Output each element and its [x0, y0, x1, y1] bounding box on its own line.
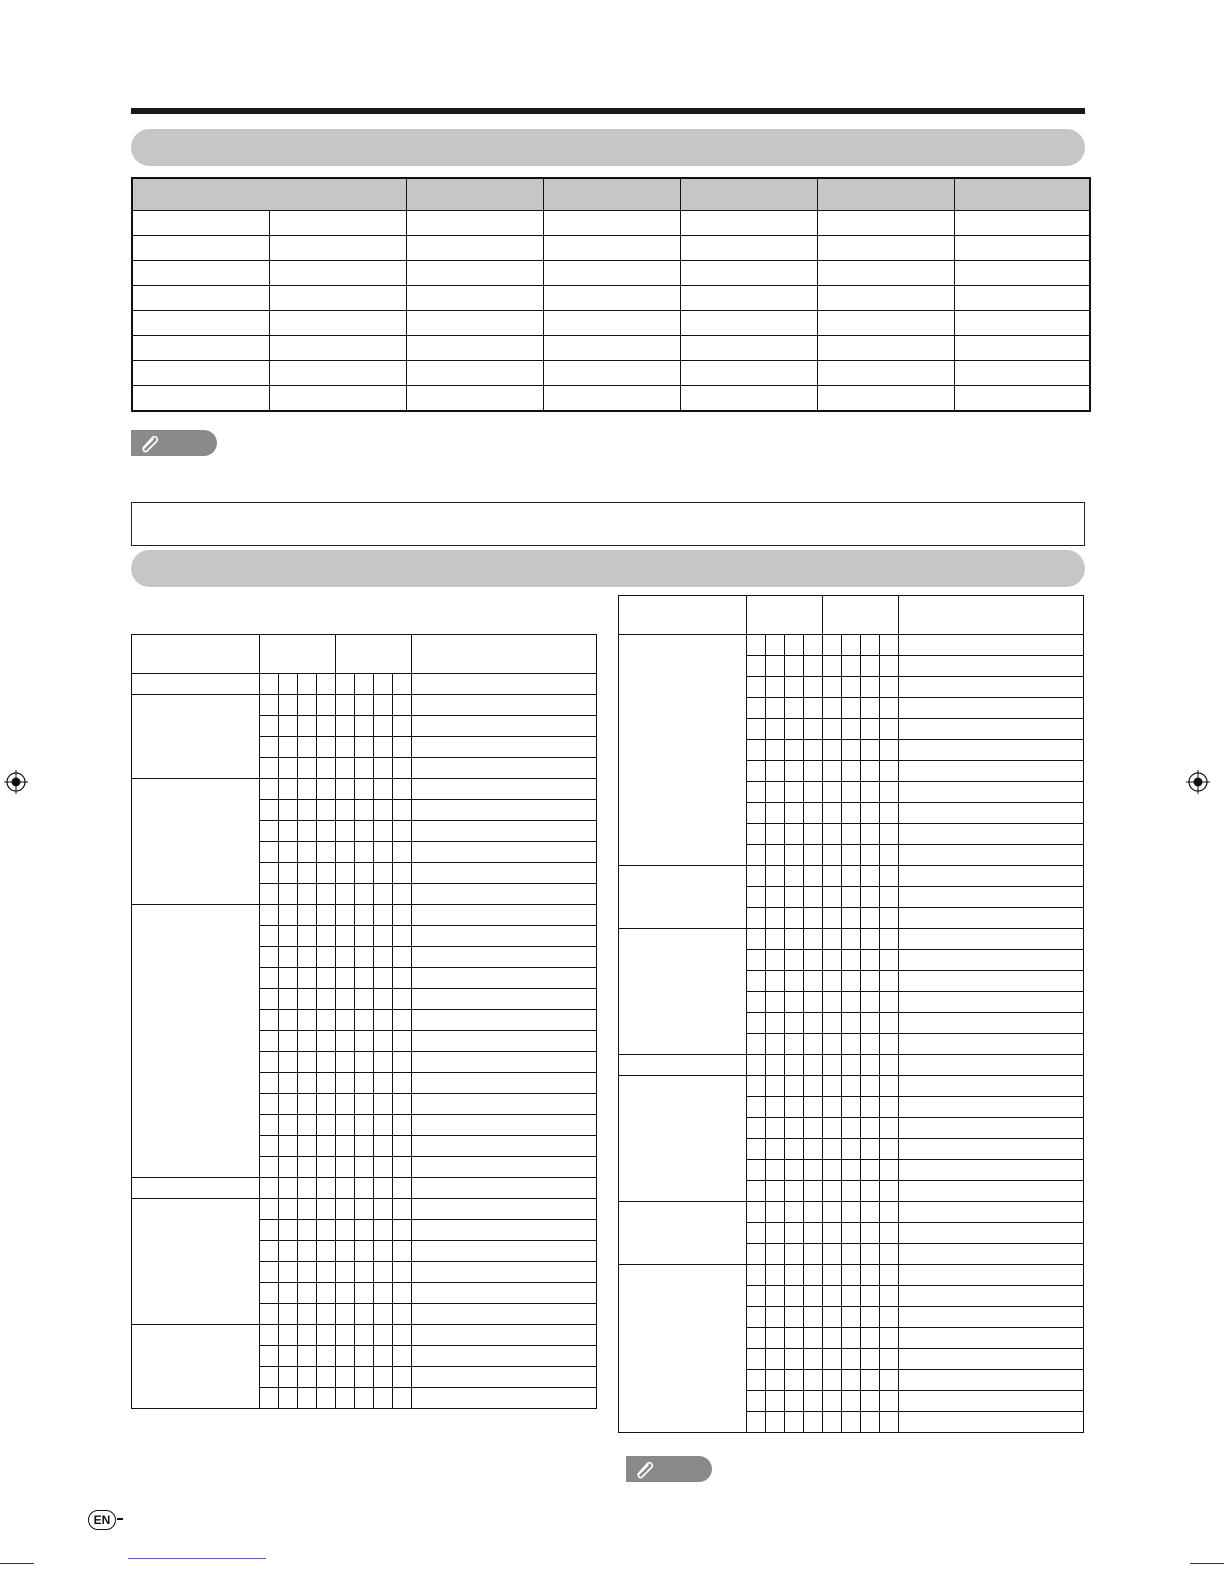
table-row — [619, 1076, 1084, 1097]
table-header-row — [619, 596, 1084, 635]
paperclip-icon — [139, 433, 161, 453]
table-row — [619, 929, 1084, 950]
framed-note-box — [131, 502, 1085, 546]
language-badge: EN — [88, 1510, 116, 1530]
spec-table — [131, 177, 1091, 412]
left-compatibility-table — [131, 634, 597, 1409]
table-row — [132, 336, 1090, 361]
crop-mark — [0, 1563, 34, 1564]
registration-mark-icon — [1186, 770, 1210, 794]
page-number-dash — [117, 1518, 123, 1520]
table-row — [132, 236, 1090, 261]
table-row — [132, 261, 1090, 286]
right-compatibility-table — [618, 595, 1084, 1433]
table-row — [132, 1325, 597, 1346]
top-rule — [131, 108, 1085, 114]
section-band-top — [131, 129, 1085, 166]
table-row — [132, 311, 1090, 336]
note-tag — [131, 430, 217, 456]
paperclip-icon — [634, 1459, 656, 1479]
table-row — [619, 1202, 1084, 1223]
footer-link-rule — [128, 1558, 266, 1559]
table-row — [619, 635, 1084, 656]
table-row — [132, 779, 597, 800]
table-row — [132, 361, 1090, 386]
table-row — [132, 905, 597, 926]
table-row — [132, 386, 1090, 412]
table-row — [619, 1055, 1084, 1076]
table-row — [619, 1265, 1084, 1286]
table-row — [132, 286, 1090, 311]
table-row — [132, 1178, 597, 1199]
table-row — [132, 211, 1090, 236]
section-band-bottom — [131, 550, 1085, 587]
registration-mark-icon — [4, 770, 28, 794]
table-row — [132, 674, 597, 695]
spec-table-header — [132, 178, 1090, 211]
table-row — [132, 1199, 597, 1220]
table-header-row — [132, 635, 597, 674]
crop-mark — [1190, 1563, 1224, 1564]
note-tag — [626, 1456, 712, 1482]
table-row — [619, 866, 1084, 887]
table-row — [132, 695, 597, 716]
